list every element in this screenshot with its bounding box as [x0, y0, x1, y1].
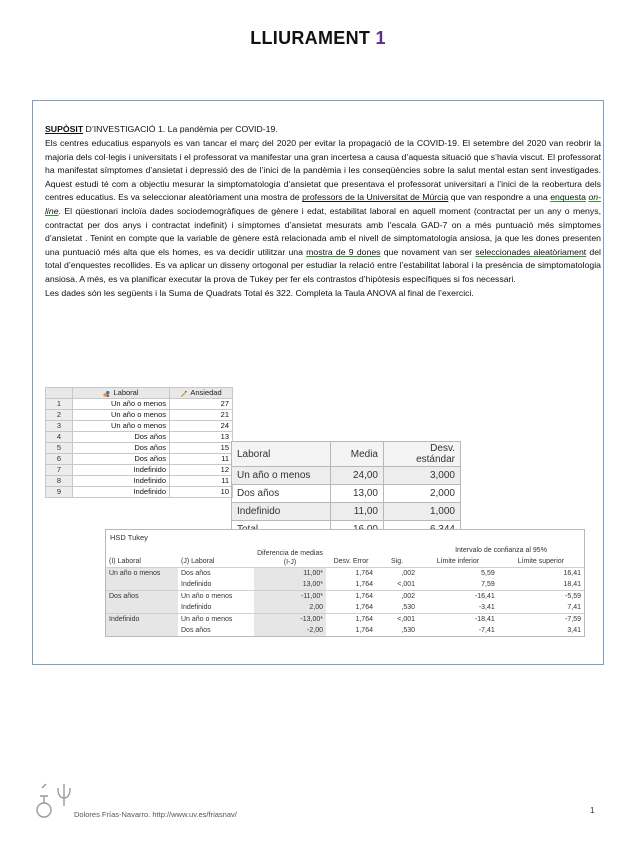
- tukey-cell-diff: 13,00*: [254, 579, 326, 591]
- desc-cell-desv: 3,000: [384, 467, 461, 485]
- tukey-cell-sig: <,001: [397, 581, 415, 588]
- tukey-cell-low: -3,41: [478, 604, 495, 611]
- row-index: 4: [46, 432, 73, 443]
- desc-h-desv: Desv. estándar: [384, 442, 461, 467]
- descriptive-table: [231, 441, 461, 539]
- table-row: [46, 421, 233, 432]
- tukey-h-i: (I) Laboral: [109, 558, 141, 565]
- table-row: [106, 568, 584, 580]
- table-row: [46, 399, 233, 410]
- body-text: [45, 137, 601, 300]
- tukey-cell-up: -7,59: [498, 614, 584, 626]
- table-row: [46, 454, 233, 465]
- desc-cell-desv: 2,000: [384, 485, 461, 503]
- underline-online: on-line: [45, 192, 601, 216]
- cell-laboral: Dos años: [73, 454, 170, 465]
- corner-cell: [46, 388, 73, 399]
- desc-cell-media: 13,00: [331, 485, 384, 503]
- title-number: 1: [375, 28, 386, 48]
- table-row: [46, 465, 233, 476]
- tukey-cell-low: -18,41: [418, 614, 498, 626]
- table-row: [46, 432, 233, 443]
- intro-text: [45, 123, 601, 137]
- desc-h-media: Media: [331, 442, 384, 467]
- row-index: 8: [46, 476, 73, 487]
- tukey-table: [105, 529, 585, 637]
- page-title: [0, 28, 636, 49]
- row-index: 5: [46, 443, 73, 454]
- tukey-cell-up: -5,59: [498, 591, 584, 603]
- table-row: [106, 579, 584, 591]
- tukey-cell-up: 18,41: [563, 581, 581, 588]
- tukey-cell-diff: 11,00*: [254, 568, 326, 580]
- col-laboral: Laboral: [73, 388, 170, 399]
- table-row: [232, 503, 461, 521]
- tukey-cell-sig: ,530: [401, 604, 415, 611]
- intro-heading: [45, 123, 601, 137]
- tukey-h-diff: Diferencia de medias (I-J): [257, 550, 323, 566]
- row-index: 6: [46, 454, 73, 465]
- table-row: [46, 487, 233, 498]
- row-index: 3: [46, 421, 73, 432]
- tukey-cell-i: Un año o menos: [106, 568, 178, 580]
- underline-mostra: mostra de 9 dones: [306, 246, 381, 257]
- cell-ansiedad: 27: [170, 399, 233, 410]
- cell-laboral: Un año o menos: [73, 399, 170, 410]
- table-row: [232, 485, 461, 503]
- cell-laboral: Dos años: [73, 432, 170, 443]
- tukey-cell-low: 5,59: [418, 568, 498, 580]
- desc-cell-label: Indefinido: [232, 503, 331, 521]
- tukey-cell-low: -16,41: [418, 591, 498, 603]
- tukey-cell-sig: ,002: [376, 568, 418, 580]
- tukey-cell-err: 1,764: [355, 627, 373, 634]
- table-row: [232, 467, 461, 485]
- tukey-cell-j: Indefinido: [181, 604, 212, 611]
- tukey-cell-diff: -11,00*: [254, 591, 326, 603]
- heading-rest: D’INVESTIGACIÓ 1. La pandèmia per COVID-19.: [83, 124, 278, 134]
- row-index: 1: [46, 399, 73, 410]
- tukey-cell-i: [106, 602, 178, 614]
- desc-cell-media: 11,00: [331, 503, 384, 521]
- tukey-cell-diff: 2,00: [254, 602, 326, 614]
- cell-laboral: Un año o menos: [73, 421, 170, 432]
- tukey-cell-up: 3,41: [567, 627, 581, 634]
- tukey-cell-sig: ,002: [376, 591, 418, 603]
- tukey-h-up: Límite superior: [517, 558, 565, 565]
- desc-cell-desv: 1,000: [384, 503, 461, 521]
- desc-cell-media: 24,00: [331, 467, 384, 485]
- tukey-cell-i: [106, 579, 178, 591]
- cell-ansiedad: 21: [170, 410, 233, 421]
- tukey-h-sig: Sig.: [390, 558, 404, 565]
- cell-laboral: Dos años: [73, 443, 170, 454]
- tukey-cell-up: 16,41: [498, 568, 584, 580]
- tukey-h-ci: Intervalo de confianza al 95%: [455, 547, 547, 554]
- table-row: [106, 591, 584, 603]
- tukey-cell-i: Dos años: [106, 591, 178, 603]
- tukey-cell-i: Indefinido: [106, 614, 178, 626]
- tukey-cell-err: 1,764: [326, 568, 376, 580]
- tukey-cell-err: 1,764: [326, 614, 376, 626]
- table-row: [106, 625, 584, 636]
- tukey-cell-j: Indefinido: [181, 581, 212, 588]
- tukey-h-err: Desv. Error: [333, 558, 369, 565]
- cell-ansiedad: 24: [170, 421, 233, 432]
- tukey-cell-i: [106, 625, 178, 636]
- tukey-cell-j: Un año o menos: [178, 614, 254, 626]
- cell-laboral: Indefinido: [73, 487, 170, 498]
- raw-data-table: [45, 387, 233, 498]
- underline-seleccionades: seleccionades aleatòriament: [475, 246, 587, 257]
- underline-professors: professors de la Universitat de Múrcia: [302, 192, 449, 203]
- nominal-variable-icon: [103, 390, 110, 397]
- cell-ansiedad: 13: [170, 432, 233, 443]
- desc-cell-label: Dos años: [232, 485, 331, 503]
- tukey-cell-j: Dos años: [178, 568, 254, 580]
- tukey-cell-diff: -2,00: [254, 625, 326, 636]
- cell-laboral: Indefinido: [73, 476, 170, 487]
- tukey-h-low: Límite inferior: [436, 558, 480, 565]
- table-row: [46, 443, 233, 454]
- tukey-cell-sig: ,530: [401, 627, 415, 634]
- table-row: [46, 476, 233, 487]
- cell-ansiedad: 10: [170, 487, 233, 498]
- table-row: [46, 410, 233, 421]
- underline-enquesta: enquesta: [550, 192, 586, 203]
- footer-author: Dolores Frías-Navarro. http://www.uv.es/friasnav/: [74, 810, 237, 819]
- row-index: 9: [46, 487, 73, 498]
- exercise-frame: [32, 100, 604, 665]
- cell-ansiedad: 15: [170, 443, 233, 454]
- table-row: [106, 614, 584, 626]
- tukey-cell-low: 7,59: [481, 581, 495, 588]
- tukey-cell-err: 1,764: [326, 591, 376, 603]
- tukey-cell-err: 1,764: [355, 581, 373, 588]
- tukey-cell-j: Un año o menos: [178, 591, 254, 603]
- table-row: [106, 602, 584, 614]
- tukey-caption: HSD Tukey: [110, 533, 148, 542]
- tukey-cell-low: -7,41: [478, 627, 495, 634]
- tukey-cell-sig: <,001: [376, 614, 418, 626]
- scale-variable-icon: [180, 390, 187, 397]
- cell-laboral: Un año o menos: [73, 410, 170, 421]
- tukey-cell-diff: -13,00*: [254, 614, 326, 626]
- row-index: 7: [46, 465, 73, 476]
- tukey-h-j: (J) Laboral: [181, 558, 215, 565]
- cell-ansiedad: 11: [170, 454, 233, 465]
- title-main: LLIURAMENT: [250, 28, 371, 48]
- data-intro-line: Les dades són les següents i la Suma de Quadrats Total és 322. Completa la Taula ANOVA al final de l’exercici.: [45, 287, 474, 298]
- desc-h-laboral: Laboral: [232, 442, 331, 467]
- tukey-cell-up: 7,41: [567, 604, 581, 611]
- tukey-cell-err: 1,764: [355, 604, 373, 611]
- page-number: 1: [590, 806, 595, 815]
- body-paragraph: Els centres educatius espanyols es van tancar el març del 2020 per evitar la propagació de la COVID-19. El setembre del 2020 van reobrir la majoria dels col·legis i universitats i el professorat va manifestar una gran incertesa a causa d’aquesta situació que s’havia viscut. El professorat ha manifestat símptomes d’ansietat i depressió des de l’inici de la pandèmia i les conseqüències sobre la salut mental estan sent investigades. Aquest estudi té com a objectiu mesurar la simptomatologia d’ansietat que presentava el professorat universitari a l’inici de la reobertura dels centres educatius. Es va seleccionar aleatòriament una mostra de professors de la Universitat de Múrcia que van respondre a una enquesta on-line. El qüestionari incloïa dades sociodemogràfiques de gènere i edat, estabilitat laboral en aquell moment (contractat per un any o menys, contractat per dos anys i contractat indefinit) i símptomes d’ansietat mesurats amb l’escala GAD-7 on a més puntuació més símptomes d’ansietat . Tenint en compte que la variable de gènere està relacionada amb el nivell de simptomatologia ansiosa, ja que les dones presenten una puntuació més alta que els homes, es va decidir utilitzar una mostra de 9 dones que novament van ser seleccionades aleatòriament del total d’enquestes recollides. Es va aplicar un disseny ortogonal per estudiar la relació entre l’estabilitat laboral i la presència de simptomatologia ansiosa. A més, es va planificar executar la prova de Tukey per fer els contrastos d’hipòtesis específiques si fos necessari.: [45, 138, 601, 284]
- tukey-cell-j: Dos años: [181, 627, 211, 634]
- row-index: 2: [46, 410, 73, 421]
- cell-laboral: Indefinido: [73, 465, 170, 476]
- heading-bold: SUPÒSIT: [45, 124, 84, 134]
- desc-cell-label: Un año o menos: [232, 467, 331, 485]
- col-ansiedad: Ansiedad: [170, 388, 233, 399]
- cell-ansiedad: 11: [170, 476, 233, 487]
- cell-ansiedad: 12: [170, 465, 233, 476]
